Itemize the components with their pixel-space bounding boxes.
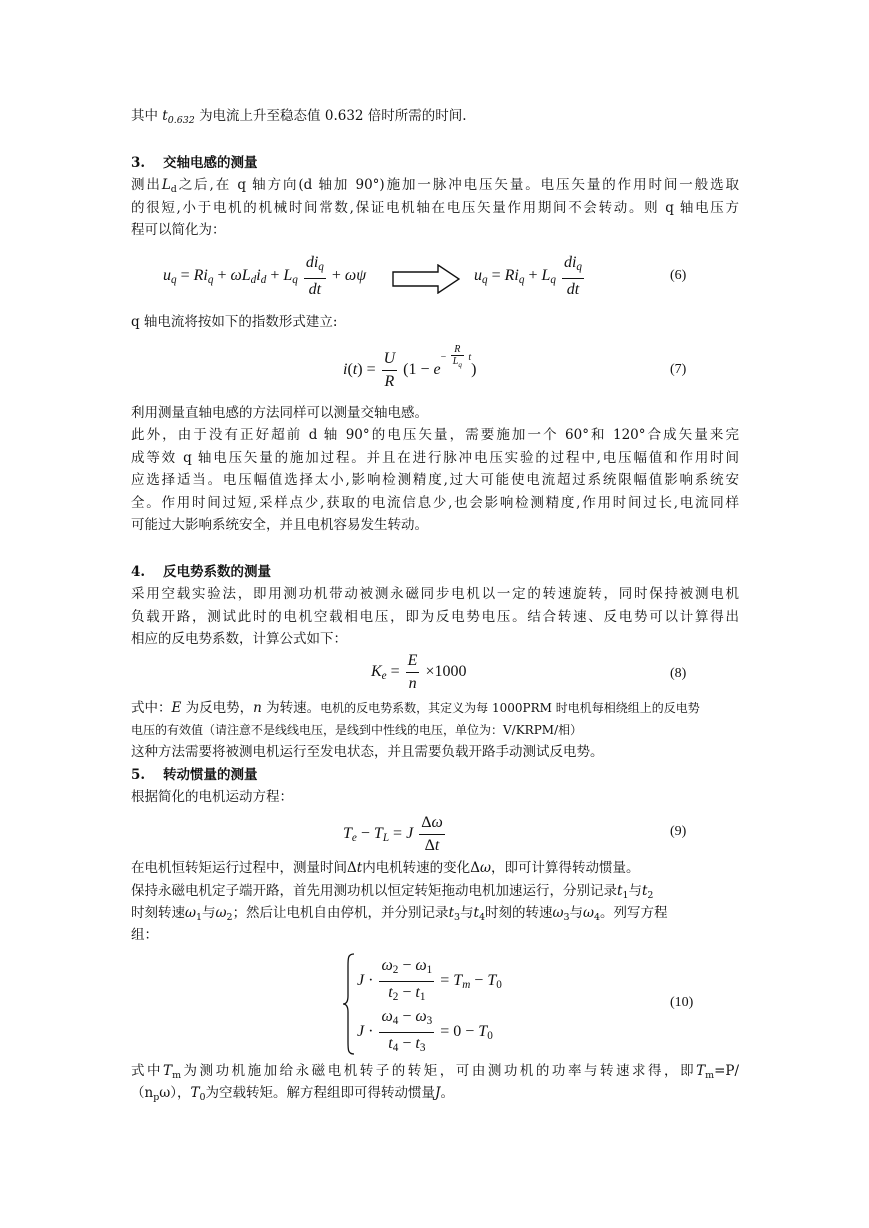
text-line: 测出$L_d$之后,在 q 轴方向(d 轴加 90°)施加一脉冲电压矢量。电压矢量的作用时间一般选取 [131,177,740,195]
text-line: 此外，由于没有正好超前 d 轴 90°的电压矢量，需要施加一个 60°和 120°合成矢量来完 [131,427,739,443]
equation-7: i(t) = $\frac{U}{R}$ $(1 - e^{- \frac{R}{L_q} t})$ [343,344,477,390]
text-line: 负载开路，测试此时的电机空载相电压，即为反电势电压。结合转速、反电势可以计算得出 [131,609,739,625]
text-line: 其中 $t_{0.632}$ 为电流上升至稳态值 0.632 倍时所需的时间. [131,108,467,126]
text-line: 组： [131,927,158,943]
text-line: $(n_p\omega)$，$T_0$为空载转矩。解方程组即可得转动惯量J。 [131,1085,454,1103]
text-line: 式中：E 为反电势，n 为转速。电机的反电势系数，其定义为每 1000PRM 时电机每相绕组上的反电势 [131,700,700,716]
text-line: 的很短,小于电机的机械时间常数,保证电机轴在电压矢量作用期间不会转动。则 q 轴电压方 [131,200,739,216]
section-heading-3: 3. 交轴电感的测量 [131,155,258,171]
text-line: q 轴电流将按如下的指数形式建立: [131,314,338,330]
text-line: 程可以简化为： [131,222,226,238]
text-line: 式中$T_m$为测功机施加给永磁电机转子的转矩，可由测功机的功率与转速求得，即$T_m=P/$ [131,1063,740,1081]
text-line: 在电机恒转矩运行过程中，测量时间Δt内电机转速的变化Δω，即可计算得转动惯量。 [131,860,640,876]
text-line: 时刻转速$\omega_1$与$\omega_2$；然后让电机自由停机，并分别记录$t_3$与$t_4$时刻的转速$\omega_3$与$\omega_4$。列写方程 [131,905,668,923]
text-line: 这种方法需要将被测电机运行至发电状态，并且需要负载开路手动测试反电势。 [131,744,604,760]
equation-number: (7) [670,362,687,377]
equation-10-line-2: J · $\frac{\omega_4 - \omega_3}{t_4 - t_3}$ = $0 - T_0$ [357,1008,493,1054]
text-line: 成等效 q 轴电压矢量的施加过程。并且在进行脉冲电压实验的过程中,电压幅值和作用时间 [131,450,739,466]
text-line: 采用空载实验法，即用测功机带动被测永磁同步电机以一定的转速旋转，同时保持被测电机 [131,586,739,602]
text-line: 全。作用时间过短,采样点少,获取的电流信息少,也会影响检测精度,作用时间过长,电流同样 [131,495,739,511]
equation-number: (6) [670,268,687,283]
equation-8: $K_e$ = $\frac{E}{n}$ ×1000 [371,652,467,692]
text-line: 可能过大影响系统安全，并且电机容易发生转动。 [131,517,428,533]
text-line: 相应的反电势系数，计算公式如下： [131,631,347,647]
text-line: 应选择适当。电压幅值选择太小,影响检测精度,过大可能使电流超过系统限幅值影响系统安 [131,472,739,488]
text-line: 电压的有效值（请注意不是线线电压，是线到中性线的电压，单位为：V/KRPM/相） [131,723,583,737]
text-line: 利用测量直轴电感的方法同样可以测量交轴电感。 [131,405,428,421]
right-arrow-icon [392,264,460,294]
equation-6-left: $u_q = Ri_q + \omega L_di_d + L_q$ $\frac{di_q}{dt}$ + ωψ [163,254,367,298]
equation-9: $T_e - T_L = J$ $\frac{\Delta\omega}{\Delta t}$ [343,814,443,854]
section-heading-4: 4. 反电势系数的测量 [131,564,271,580]
text-line: 保持永磁电机定子端开路，首先用测功机以恒定转矩拖动电机加速运行，分别记录$t_1$与$t_2$ [131,883,654,901]
text-line: 根据简化的电机运动方程： [131,789,293,805]
equation-6-right: $u_q = Ri_q + L_q$ $\frac{di_q}{dt}$ [474,254,583,298]
left-brace-icon [342,952,356,1056]
section-heading-5: 5. 转动惯量的测量 [131,767,258,783]
equation-number: (9) [670,824,687,839]
equation-number: (8) [670,666,687,681]
equation-number: (10) [670,995,694,1010]
equation-10-line-1: J · $\frac{\omega_2 - \omega_1}{t_2 - t_1}$ = $T_m - T_0$ [357,957,502,1003]
symbol-t: $t_{0.632}$ [162,108,195,126]
